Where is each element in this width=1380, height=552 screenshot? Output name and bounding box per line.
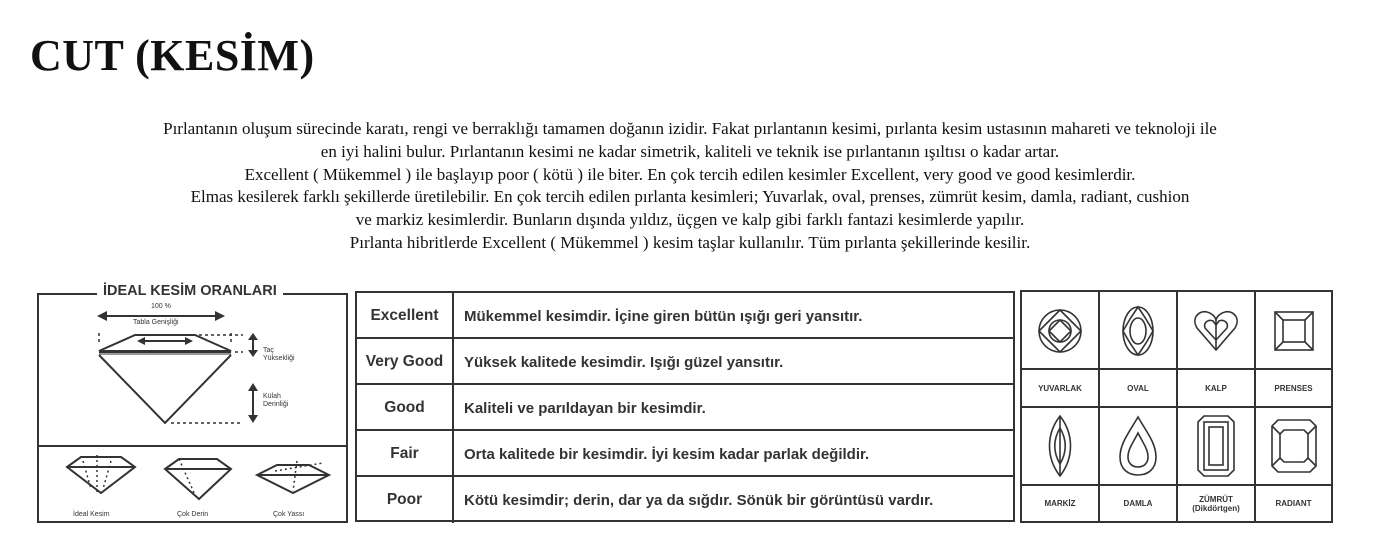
intro-line: Pırlantanın oluşum sürecinde karatı, rengi ve berraklığı tamamen doğanın izidir. Fakat pırlantanın kesimi, pırlanta kesim ustasının mahareti ve teknoloji ile: [163, 119, 1217, 138]
grade-description: Mükemmel kesimdir. İçine giren bütün ışığı geri yansıtır.: [464, 307, 863, 325]
heart-diamond-icon: [1178, 292, 1256, 370]
ideal-cut-heading: İDEAL KESİM ORANLARI: [97, 283, 283, 299]
ideal-cut-panel: [37, 283, 348, 523]
intro-line: en iyi halini bulur. Pırlantanın kesimi ne kadar simetrik, kaliteli ve teknik ise pırlantanın ışıltısı o kadar artar.: [320, 141, 1060, 161]
shape-name: YUVARLAK: [1038, 383, 1082, 393]
emerald-diamond-icon: [1178, 408, 1256, 484]
crown-height-label: Taç Yüksekliği: [263, 347, 295, 362]
too-shallow-example: [257, 461, 329, 493]
table-row: [357, 429, 1013, 477]
cut-grade-table: [355, 291, 1015, 522]
diamond-proportions-diagram: [39, 295, 350, 525]
grade-description: Kötü kesimdir; derin, dar ya da sığdır. Sönük bir görüntüsü vardır.: [464, 491, 934, 509]
grade-description: Orta kalitede bir kesimdir. İyi kesim kadar parlak değildir.: [464, 445, 870, 463]
oval-diamond-icon: [1100, 292, 1178, 370]
diamond-crown-outline: [99, 335, 231, 351]
grade-label: Poor: [357, 477, 454, 523]
shape-name: ZÜMRÜT (Dikdörtgen): [1192, 494, 1240, 513]
intro-text: [30, 118, 1350, 255]
grade-label: Excellent: [357, 293, 454, 339]
intro-line: Elmas kesilerek farklı şekillerde üretilebilir. En çok tercih edilen pırlanta kesimleri; Yuvarlak, oval, prenses, zümrüt kesim, damla, radiant, cushion: [190, 187, 1190, 207]
marquise-diamond-icon: [1022, 408, 1100, 484]
table-width-label: Tabla Genişliği: [133, 319, 179, 326]
radiant-diamond-icon: [1256, 408, 1331, 484]
table-row: [357, 293, 1013, 339]
table-row: [357, 337, 1013, 385]
grade-description: Yüksek kalitede kesimdir. Işığı güzel yansıtır.: [464, 353, 784, 371]
page-title: CUT (KESİM): [30, 31, 315, 80]
pear-diamond-icon: [1100, 408, 1178, 484]
table-row: [357, 475, 1013, 523]
intro-line: Pırlanta hibritlerde Excellent ( Mükemmel ) kesim taşlar kullanılır. Tüm pırlanta şekillerinde kesilir.: [349, 232, 1031, 252]
grade-label: Good: [357, 385, 454, 431]
grade-label: Fair: [357, 431, 454, 477]
example-label: Çok Yassı: [273, 511, 305, 518]
grade-description: Kaliteli ve parıldayan bir kesimdir.: [464, 399, 706, 417]
table-row: [357, 383, 1013, 431]
shape-name: DAMLA: [1123, 499, 1153, 508]
intro-line: ve markiz kesimlerdir. Bunların dışında yıldız, üçgen ve kalp gibi farklı fantazi kesimlerde yapılır.: [355, 210, 1025, 230]
diamond-shapes-grid: [1020, 290, 1333, 523]
shape-name: MARKİZ: [1044, 499, 1076, 508]
too-deep-example: [165, 459, 231, 499]
example-label: İdeal Kesim: [73, 511, 110, 518]
shape-name: KALP: [1205, 383, 1227, 393]
shape-name: PRENSES: [1274, 383, 1313, 393]
table-percent-label: 100 %: [151, 303, 171, 310]
diamond-pavilion-outline: [99, 355, 231, 423]
example-label: Çok Derin: [177, 511, 209, 518]
round-diamond-icon: [1022, 292, 1100, 370]
shape-name: RADIANT: [1275, 499, 1312, 508]
grade-label: Very Good: [357, 339, 454, 385]
intro-line: Excellent ( Mükemmel ) ile başlayıp poor ( kötü ) ile biter. En çok tercih edilen kesimler Excellent, very good ve good kesimlerdir.: [244, 164, 1136, 184]
princess-diamond-icon: [1256, 292, 1331, 370]
pavilion-depth-label: Külah Derinliği: [263, 393, 289, 408]
panel-divider: [39, 445, 346, 447]
shape-name: OVAL: [1127, 383, 1149, 393]
ideal-cut-example: [67, 455, 135, 493]
